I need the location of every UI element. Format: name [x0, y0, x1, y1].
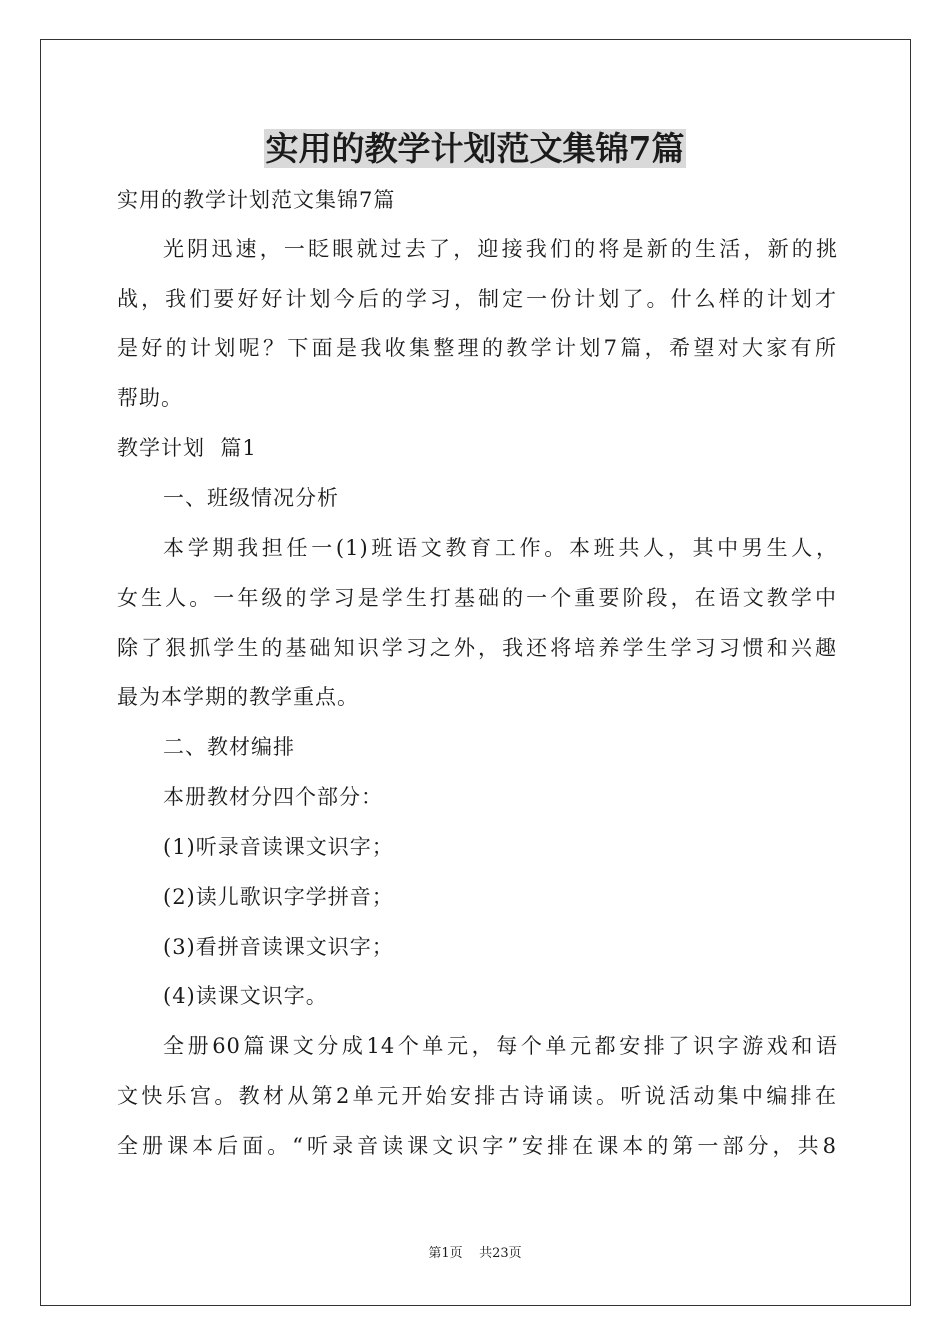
document-subtitle: 实用的教学计划范文集锦7篇	[117, 188, 396, 212]
list-item: (1)听录音读课文识字；	[163, 835, 394, 859]
para1-line-3: 除了狠抓学生的基础知识学习之外，我还将培养学生学习习惯和兴趣	[117, 636, 837, 660]
document-title-text: 实用的教学计划范文集锦7篇	[265, 129, 685, 168]
para2-line-1: 全册60篇课文分成14个单元，每个单元都安排了识字游戏和语	[163, 1034, 838, 1058]
heading-materials: 二、教材编排	[163, 735, 295, 759]
document-title	[0, 127, 950, 171]
materials-intro: 本册教材分四个部分：	[163, 785, 383, 809]
intro-line-4: 帮助。	[117, 386, 183, 410]
list-item: (3)看拼音读课文识字；	[163, 935, 394, 959]
list-item: (4)读课文识字。	[163, 984, 328, 1008]
para1-line-4: 最为本学期的教学重点。	[117, 685, 359, 709]
section-heading: 教学计划 篇1	[117, 436, 257, 460]
heading-class-analysis: 一、班级情况分析	[163, 486, 339, 510]
para1-line-2: 女生人。一年级的学习是学生打基础的一个重要阶段，在语文教学中	[117, 586, 837, 610]
page-footer: 第1页 共23页	[428, 1246, 522, 1261]
para2-line-2: 文快乐宫。教材从第2单元开始安排古诗诵读。听说活动集中编排在	[117, 1084, 837, 1108]
intro-line-1: 光阴迅速，一眨眼就过去了，迎接我们的将是新的生活，新的挑	[163, 237, 838, 261]
para1-line-1: 本学期我担任一(1)班语文教育工作。本班共人，其中男生人，	[163, 536, 838, 560]
intro-line-2: 战，我们要好好计划今后的学习，制定一份计划了。什么样的计划才	[117, 287, 837, 311]
list-item: (2)读儿歌识字学拼音；	[163, 885, 394, 909]
intro-line-3: 是好的计划呢？下面是我收集整理的教学计划7篇，希望对大家有所	[117, 336, 837, 360]
page-border	[40, 39, 911, 1306]
para2-line-3: 全册课本后面。“听录音读课文识字”安排在课本的第一部分，共8	[117, 1134, 837, 1158]
